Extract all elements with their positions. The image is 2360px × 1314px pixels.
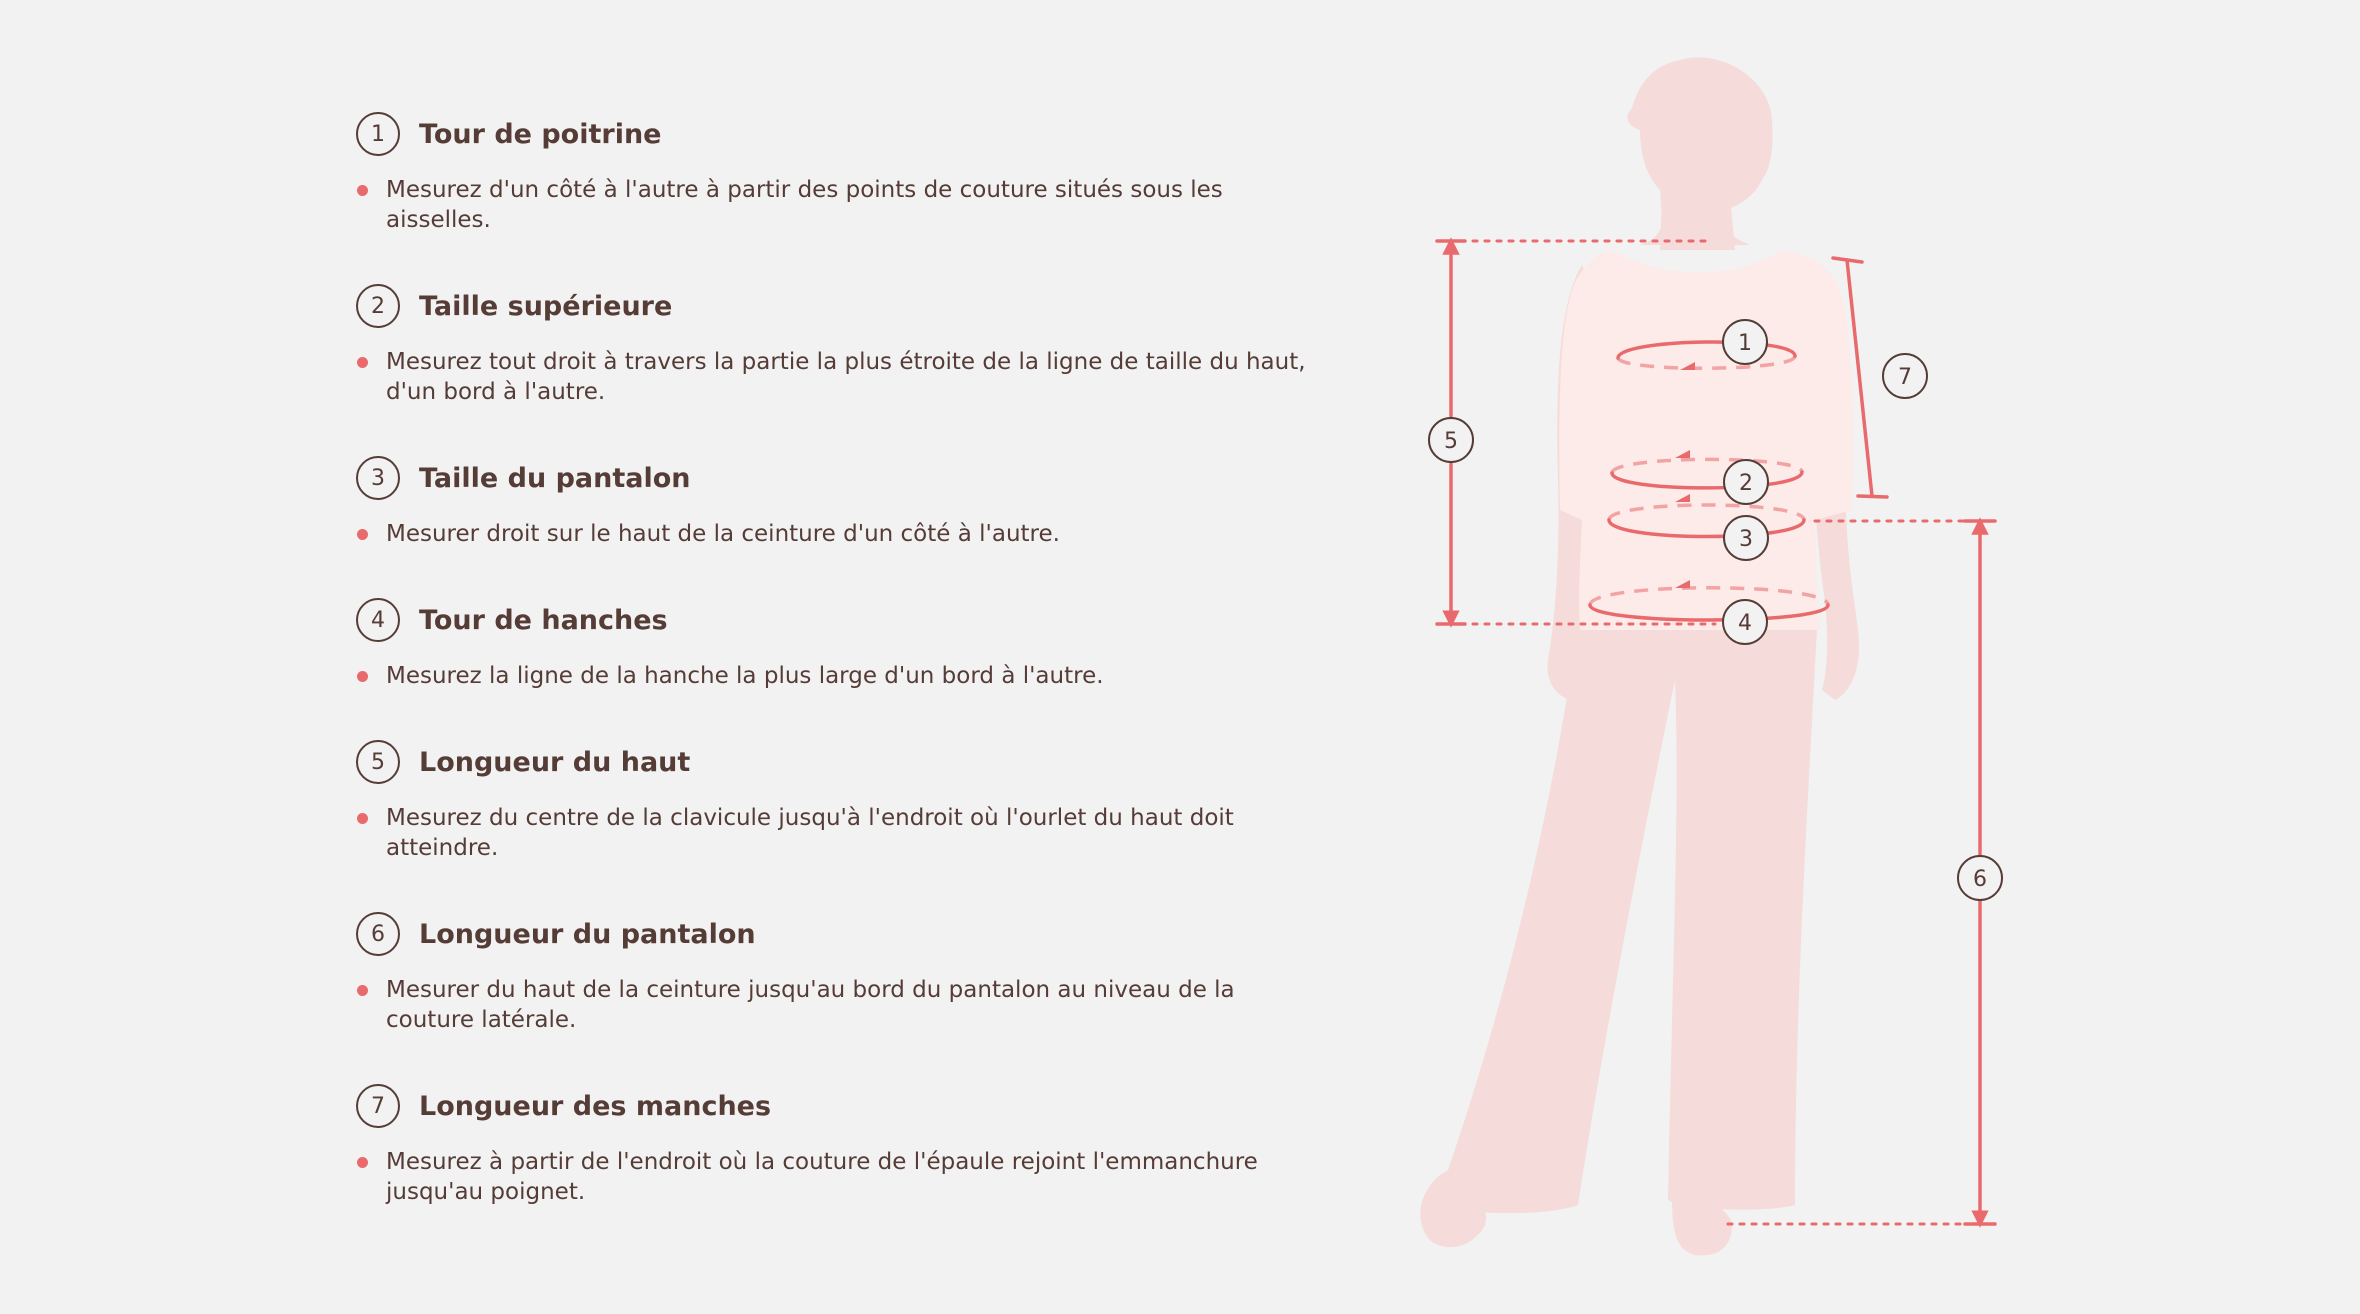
measurement-title: Longueur du haut bbox=[419, 746, 691, 778]
measurement-description-text: Mesurez d'un côté à l'autre à partir des points de couture situés sous les aisselles. bbox=[386, 177, 1223, 233]
pants bbox=[1448, 610, 1818, 1213]
measurement-description-text: Mesurer droit sur le haut de la ceinture d'un côté à l'autre. bbox=[386, 521, 1060, 547]
measurement-description-text: Mesurer du haut de la ceinture jusqu'au bord du pantalon au niveau de la couture latérale. bbox=[386, 977, 1235, 1033]
callout-label: 6 bbox=[1973, 867, 1987, 892]
measurement-title: Tour de poitrine bbox=[419, 118, 662, 150]
callout-upper-waist bbox=[1724, 460, 1768, 504]
measurement-description-text: Mesurez à partir de l'endroit où la couture de l'épaule rejoint l'emmanchure jusqu'au poignet. bbox=[386, 1149, 1258, 1205]
number-badge: 1 bbox=[356, 112, 400, 156]
measurement-title: Longueur des manches bbox=[419, 1090, 772, 1122]
callout-label: 1 bbox=[1738, 331, 1752, 356]
measurement-title: Taille du pantalon bbox=[419, 462, 691, 494]
measurement-title: Taille supérieure bbox=[419, 290, 673, 322]
measurement-description-text: Mesurez du centre de la clavicule jusqu'à l'endroit où l'ourlet du haut doit atteindre. bbox=[386, 805, 1234, 861]
callout-label: 5 bbox=[1444, 429, 1458, 454]
callout-label: 2 bbox=[1739, 471, 1753, 496]
number-badge: 5 bbox=[356, 740, 400, 784]
top-garment bbox=[1559, 250, 1853, 630]
callout-sleeve-length bbox=[1883, 354, 1927, 398]
callout-pants-length bbox=[1958, 856, 2002, 900]
measurement-title: Longueur du pantalon bbox=[419, 918, 756, 950]
number-badge: 4 bbox=[356, 598, 400, 642]
callout-top-length bbox=[1429, 418, 1473, 462]
neck bbox=[1660, 195, 1735, 250]
body-silhouette bbox=[1420, 57, 1859, 1255]
number-badge: 7 bbox=[356, 1084, 400, 1128]
measurement-description-text: Mesurez tout droit à travers la partie la plus étroite de la ligne de taille du haut, d'un bord à l'autre. bbox=[386, 349, 1306, 405]
callout-label: 3 bbox=[1739, 527, 1753, 552]
number-badge: 2 bbox=[356, 284, 400, 328]
callout-hips bbox=[1723, 600, 1767, 644]
measurement-title: Tour de hanches bbox=[419, 604, 668, 636]
callout-label: 4 bbox=[1738, 611, 1752, 636]
callout-pants-waist bbox=[1724, 516, 1768, 560]
measurement-description-text: Mesurez la ligne de la hanche la plus large d'un bord à l'autre. bbox=[386, 663, 1104, 689]
number-badge: 6 bbox=[356, 912, 400, 956]
callout-chest bbox=[1723, 320, 1767, 364]
callout-label: 7 bbox=[1898, 365, 1912, 390]
number-badge: 3 bbox=[356, 456, 400, 500]
